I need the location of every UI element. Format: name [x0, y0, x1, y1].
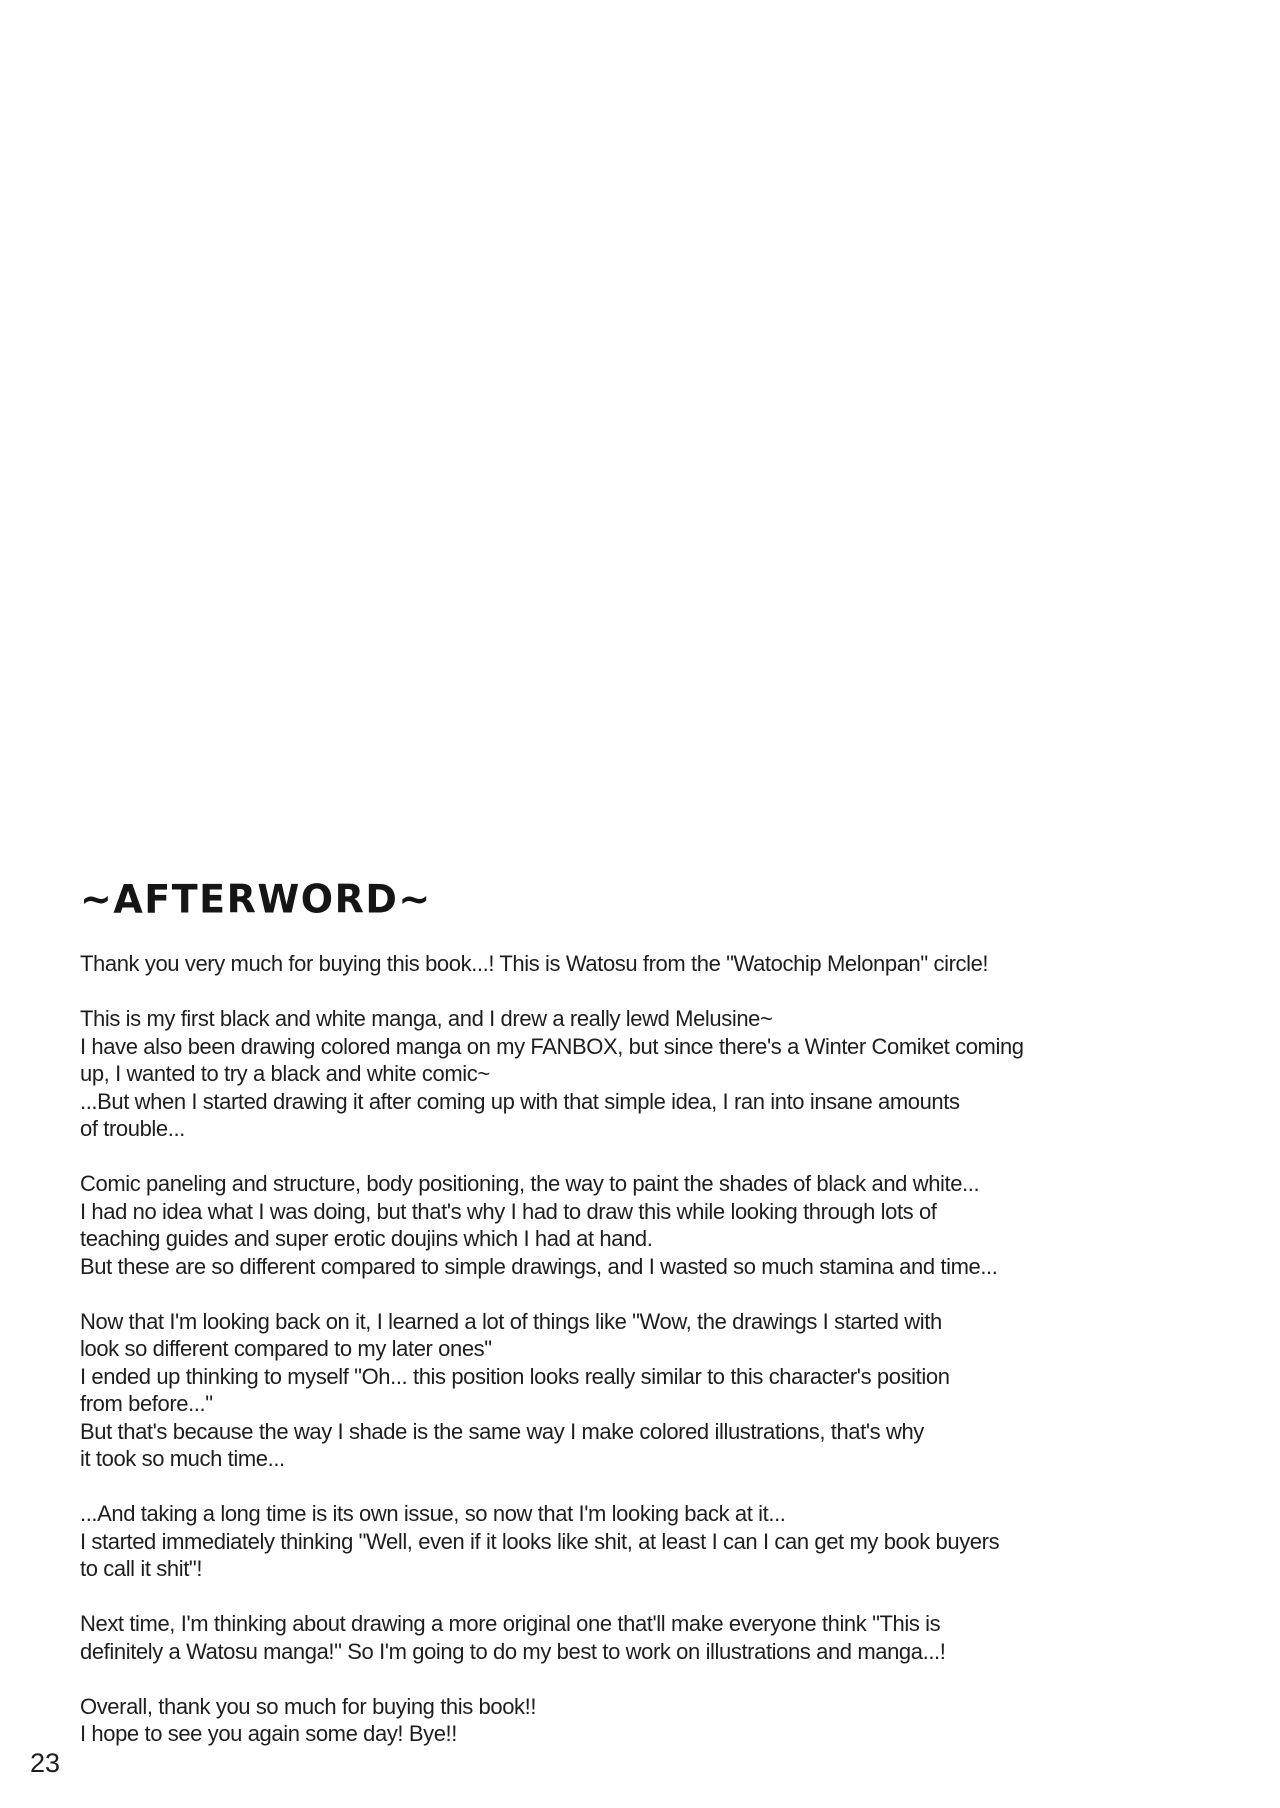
text-line: Comic paneling and structure, body positioning, the way to paint the shades of black and white... — [80, 1171, 980, 1196]
text-line: But that's because the way I shade is the same way I make colored illustrations, that's why — [80, 1418, 924, 1444]
text-line: to call it shit"! — [80, 1556, 203, 1581]
paragraph — [80, 1170, 1240, 1280]
paragraph — [80, 1500, 1240, 1583]
text-line: look so different compared to my later ones" — [80, 1336, 492, 1361]
text-line: definitely a Watosu manga!" So I'm going to do my best to work on illustrations and manga...! — [80, 1638, 946, 1664]
paragraph — [80, 1308, 1240, 1473]
text-line: of trouble... — [80, 1116, 185, 1141]
afterword-body-text — [80, 950, 1240, 1748]
text-line: Next time, I'm thinking about drawing a more original one that'll make everyone think "This is — [80, 1611, 941, 1636]
afterword-heading: ~AFTERWORD~ — [80, 876, 432, 922]
afterword-content — [80, 876, 1240, 1748]
text-line: up, I wanted to try a black and white comic~ — [80, 1061, 490, 1086]
text-line: Overall, thank you so much for buying this book!! — [80, 1693, 537, 1719]
paragraph — [80, 1610, 1240, 1665]
paragraph — [80, 1005, 1240, 1143]
text-line: Now that I'm looking back on it, I learned a lot of things like "Wow, the drawings I started with — [80, 1308, 942, 1334]
text-line: ...But when I started drawing it after coming up with that simple idea, I ran into insane amounts — [80, 1088, 960, 1114]
text-line: I started immediately thinking "Well, even if it looks like shit, at least I can I can get my book buyers — [80, 1528, 1000, 1554]
text-line: This is my first black and white manga, and I drew a really lewd Melusine~ — [80, 1006, 773, 1031]
text-line: ...And taking a long time is its own issue, so now that I'm looking back at it... — [80, 1501, 786, 1526]
text-line: But these are so different compared to simple drawings, and I wasted so much stamina and time... — [80, 1253, 998, 1279]
page-number: 23 — [30, 1748, 61, 1778]
text-line: I have also been drawing colored manga on my FANBOX, but since there's a Winter Comiket coming — [80, 1033, 1024, 1059]
paragraph — [80, 1693, 1240, 1748]
text-line: I ended up thinking to myself "Oh... this position looks really similar to this character's position — [80, 1363, 950, 1389]
text-line: from before..." — [80, 1391, 213, 1416]
paragraph — [80, 950, 1240, 978]
text-line: I had no idea what I was doing, but that's why I had to draw this while looking through lots of — [80, 1198, 937, 1224]
text-line: I hope to see you again some day! Bye!! — [80, 1721, 457, 1746]
text-line: Thank you very much for buying this book...! This is Watosu from the "Watochip Melonpan" circle! — [80, 951, 989, 976]
text-line: teaching guides and super erotic doujins which I had at hand. — [80, 1226, 653, 1251]
text-line: it took so much time... — [80, 1446, 285, 1471]
